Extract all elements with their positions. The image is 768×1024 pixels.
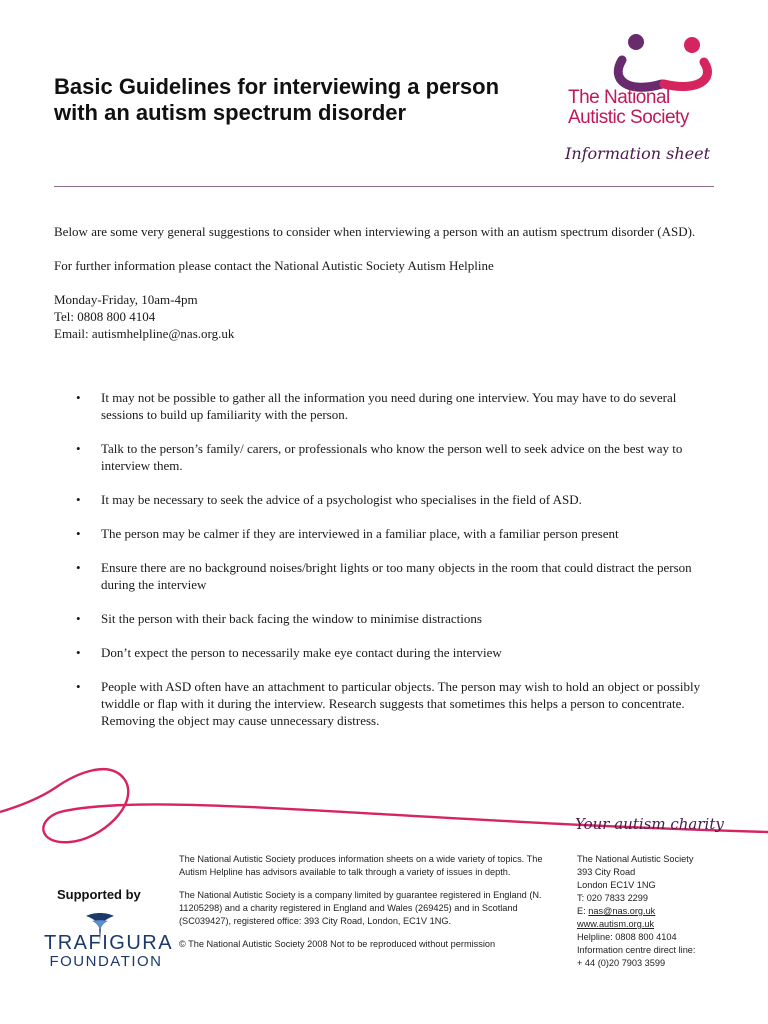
helpline-tel: Tel: 0808 800 4104 bbox=[54, 309, 156, 324]
org-name bbox=[568, 88, 689, 128]
list-item: • It may be necessary to seek the advice of a psychologist who specialises in the field of ASD. bbox=[76, 492, 582, 507]
contact-org: The National Autistic Society bbox=[577, 854, 694, 864]
bullet-icon: • bbox=[76, 560, 81, 575]
list-item: • Sit the person with their back facing the window to minimise distractions bbox=[76, 611, 482, 626]
list-item: • Don’t expect the person to necessarily make eye contact during the interview bbox=[76, 645, 502, 660]
intro-paragraph: Below are some very general suggestions to consider when interviewing a person with an autism spectrum disorder (ASD). bbox=[54, 224, 696, 239]
contact-email-row: E: nas@nas.org.uk bbox=[577, 906, 656, 916]
contact-phone: T: 020 7833 2299 bbox=[577, 893, 649, 903]
contact-website-row bbox=[577, 918, 757, 931]
sponsor-name-line2: FOUNDATION bbox=[49, 953, 163, 970]
footer-legal: The National Autistic Society is a company limited by guarantee registered in England (N. 11205298) and a charity registered in England and Wales (269425) and in Scotland (SC039427), registered office: 393 City Road, London, EC1V 1NG. bbox=[179, 890, 542, 926]
contact-direct-label: Information centre direct line: bbox=[577, 945, 696, 955]
contact-address2: London EC1V 1NG bbox=[577, 880, 656, 890]
footer-paragraph: The National Autistic Society produces information sheets on a wide variety of topics. The Autism Helpline has advisors available to talk through a variety of issues in depth. bbox=[179, 854, 543, 877]
header-divider bbox=[54, 186, 714, 187]
footer-copyright: © The National Autistic Society 2008 Not to be reproduced without permission bbox=[179, 939, 496, 949]
info-sheet-label: Information sheet bbox=[565, 144, 710, 163]
supported-by-label: Supported by bbox=[57, 887, 141, 902]
org-name-line2: Autistic Society bbox=[568, 107, 689, 128]
contact-helpline: Helpline: 0808 800 4104 bbox=[577, 932, 677, 942]
page-title: Basic Guidelines for interviewing a person with an autism spectrum disorder bbox=[54, 74, 500, 125]
bullet-icon: • bbox=[76, 390, 81, 405]
bullet-icon: • bbox=[76, 526, 81, 541]
contact-address1: 393 City Road bbox=[577, 867, 636, 877]
list-item: • It may not be possible to gather all the information you need during one interview. You may have to do several sessions to build up familiarity with the person. bbox=[76, 390, 677, 422]
list-item: • The person may be calmer if they are interviewed in a familiar place, with a familiar person present bbox=[76, 526, 619, 541]
intro-section bbox=[54, 223, 714, 342]
footer-info bbox=[179, 853, 551, 961]
bullet-icon: • bbox=[76, 645, 81, 660]
sponsor-name-line1: TRAFIGURA bbox=[44, 932, 174, 954]
org-name-line1: The National bbox=[568, 87, 670, 108]
contact-direct-line: + 44 (0)20 7903 3599 bbox=[577, 958, 666, 968]
guidelines-list bbox=[54, 389, 714, 746]
bullet-icon: • bbox=[76, 441, 81, 456]
contact-website-link[interactable]: www.autism.org.uk bbox=[577, 919, 655, 929]
bullet-icon: • bbox=[76, 492, 81, 507]
helpline-info: For further information please contact the National Autistic Society Autism Helpline bbox=[54, 258, 494, 273]
helpline-email: Email: autismhelpline@nas.org.uk bbox=[54, 326, 235, 341]
decorative-swirl-icon bbox=[0, 750, 768, 860]
list-item: • Talk to the person’s family/ carers, or professionals who know the person well to seek advice on the best way to interview them. bbox=[76, 441, 683, 473]
list-item: • Ensure there are no background noises/bright lights or too many objects in the room that could distract the person during the interview bbox=[76, 560, 692, 592]
list-item: • People with ASD often have an attachment to particular objects. The person may wish to hold an object or possibly twiddle or flap with it during the interview. Research suggests that sometimes this helps a person to concentrate. Removing the object may cause unnecessary distress. bbox=[76, 679, 701, 728]
sponsor-logo bbox=[44, 932, 174, 970]
bullet-icon: • bbox=[76, 611, 81, 626]
footer-contact bbox=[577, 853, 757, 970]
tagline: Your autism charity bbox=[575, 815, 724, 833]
contact-email-link[interactable]: nas@nas.org.uk bbox=[588, 906, 656, 916]
helpline-hours: Monday-Friday, 10am-4pm bbox=[54, 292, 198, 307]
bullet-icon: • bbox=[76, 679, 81, 694]
